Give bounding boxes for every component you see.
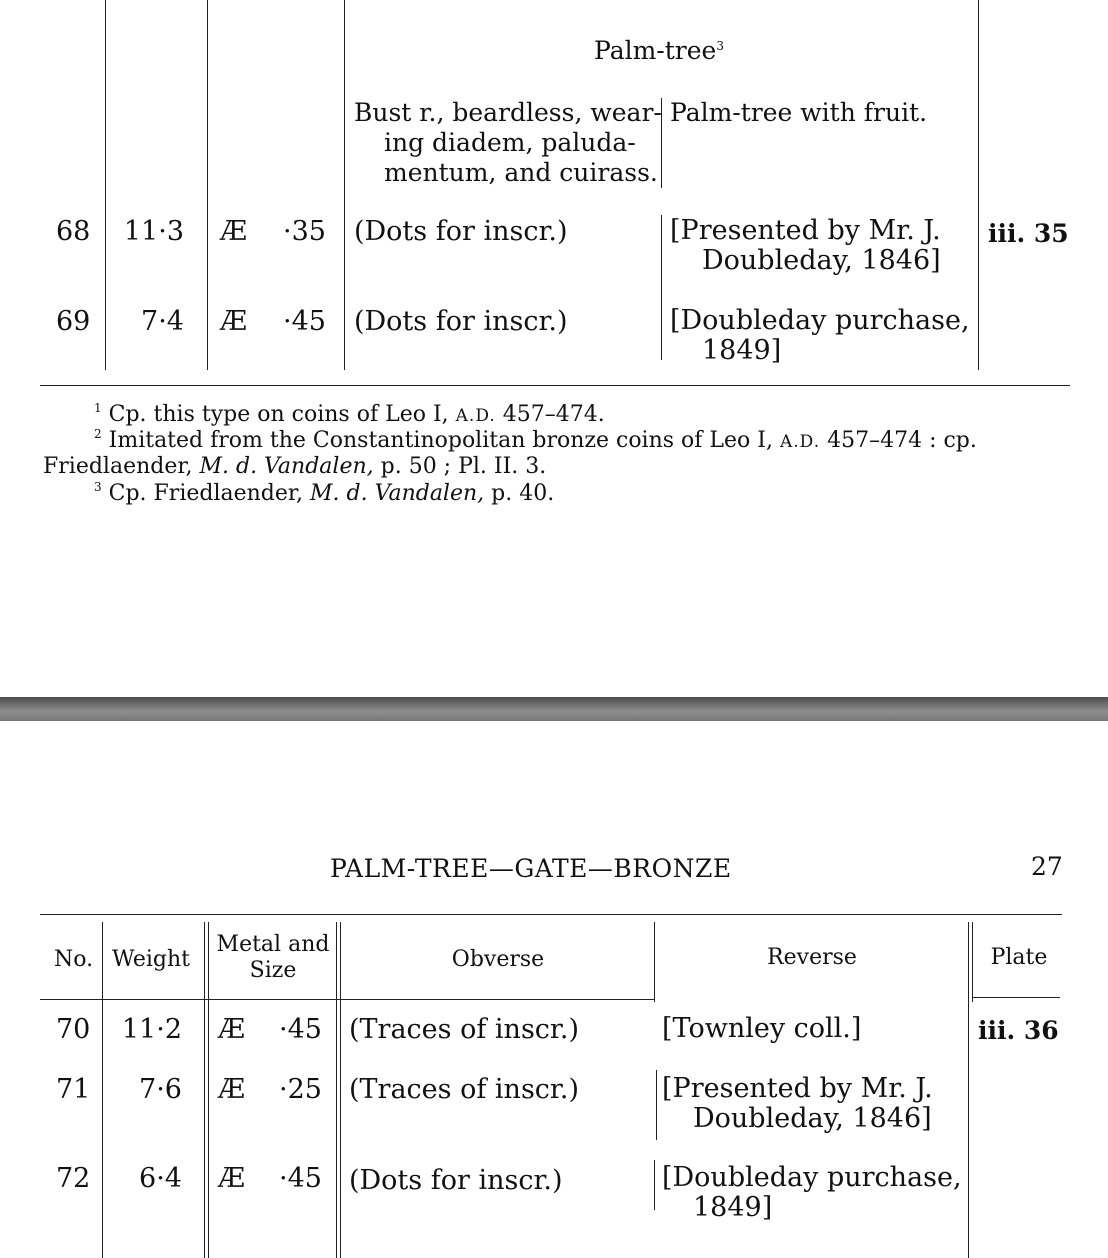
column-rule xyxy=(102,922,103,1258)
column-rule xyxy=(207,0,208,370)
column-rule xyxy=(654,922,655,1002)
table-top-rule xyxy=(40,914,1062,915)
column-rule xyxy=(336,922,337,1258)
coin-weight: 11·3 xyxy=(123,216,184,247)
header-rule xyxy=(972,997,1060,998)
footnote-rule xyxy=(40,385,1070,386)
column-rule xyxy=(105,0,106,370)
column-rule xyxy=(968,922,969,1258)
reverse-description: Palm-tree with fruit. xyxy=(670,98,928,127)
coin-metal: Æ xyxy=(218,1074,246,1105)
coin-metal: Æ xyxy=(220,216,248,247)
coin-obverse: (Dots for inscr.) xyxy=(354,306,568,337)
coin-reverse: [Doubleday purchase, 1849] xyxy=(670,305,970,366)
coin-plate: iii. 36 xyxy=(978,1016,1059,1045)
coin-reverse: [Townley coll.] xyxy=(662,1013,862,1044)
page-number: 27 xyxy=(1031,852,1063,881)
coin-metal: Æ xyxy=(218,1163,246,1194)
coin-size: ·35 xyxy=(283,216,326,247)
coin-size: ·25 xyxy=(279,1074,322,1105)
column-rule xyxy=(204,922,205,1258)
footnote-2: $^2$ Imitated from the Constantinopolitan bronze coins of Leo I, A.D. 457–474 : cp. xyxy=(94,427,977,453)
column-rule xyxy=(340,922,341,1258)
footnote-3: $^3$ Cp. Friedlaender, M. d. Vandalen, p. 40. xyxy=(94,480,555,506)
coin-metal: Æ xyxy=(218,1014,246,1045)
coin-number: 69 xyxy=(56,306,91,337)
column-rule xyxy=(344,0,345,370)
header-rule xyxy=(40,999,654,1000)
coin-obverse: (Traces of inscr.) xyxy=(349,1074,579,1105)
header-reverse: Reverse xyxy=(767,945,857,970)
running-title: PALM-TREE—GATE—BRONZE xyxy=(330,854,732,883)
column-rule xyxy=(656,1070,657,1140)
coin-obverse: (Dots for inscr.) xyxy=(354,216,568,247)
coin-size: ·45 xyxy=(283,306,326,337)
coin-metal: Æ xyxy=(220,306,248,337)
coin-number: 71 xyxy=(56,1074,91,1105)
column-rule xyxy=(661,215,662,360)
column-rule xyxy=(654,1160,655,1210)
coin-number: 72 xyxy=(56,1163,91,1194)
column-rule xyxy=(978,0,979,370)
coin-plate: iii. 35 xyxy=(988,219,1069,248)
header-weight: Weight xyxy=(112,947,190,972)
footnote-2-continued: Friedlaender, M. d. Vandalen, p. 50 ; Pl. II. 3. xyxy=(43,454,547,479)
header-obverse: Obverse xyxy=(451,947,545,972)
page-separator xyxy=(0,697,1108,721)
coin-weight: 7·4 xyxy=(141,306,184,337)
coin-number: 68 xyxy=(56,216,91,247)
header-no: No. xyxy=(54,947,94,972)
coin-obverse: (Dots for inscr.) xyxy=(349,1165,563,1196)
coin-reverse: [Doubleday purchase, 1849] xyxy=(662,1162,962,1223)
coin-reverse: [Presented by Mr. J. Doubleday, 1846] xyxy=(662,1073,933,1134)
header-metal-size: Metal and Size xyxy=(216,932,330,983)
coin-size: ·45 xyxy=(279,1163,322,1194)
coin-size: ·45 xyxy=(279,1014,322,1045)
column-rule xyxy=(972,922,973,1002)
column-rule xyxy=(208,922,209,1258)
obverse-description: Bust r., beardless, wear- ing diadem, paluda- mentum, and cuirass. xyxy=(354,98,662,187)
coin-number: 70 xyxy=(56,1014,91,1045)
coin-obverse: (Traces of inscr.) xyxy=(349,1014,579,1045)
coin-reverse: [Presented by Mr. J. Doubleday, 1846] xyxy=(670,215,941,276)
section-heading: Palm-tree$^3$ xyxy=(594,36,724,65)
footnote-1: $^1$ Cp. this type on coins of Leo I, A.D. 457–474. xyxy=(94,401,605,427)
header-plate: Plate xyxy=(990,945,1048,970)
coin-weight: 11·2 xyxy=(121,1014,182,1045)
coin-weight: 6·4 xyxy=(139,1163,182,1194)
coin-weight: 7·6 xyxy=(139,1074,182,1105)
